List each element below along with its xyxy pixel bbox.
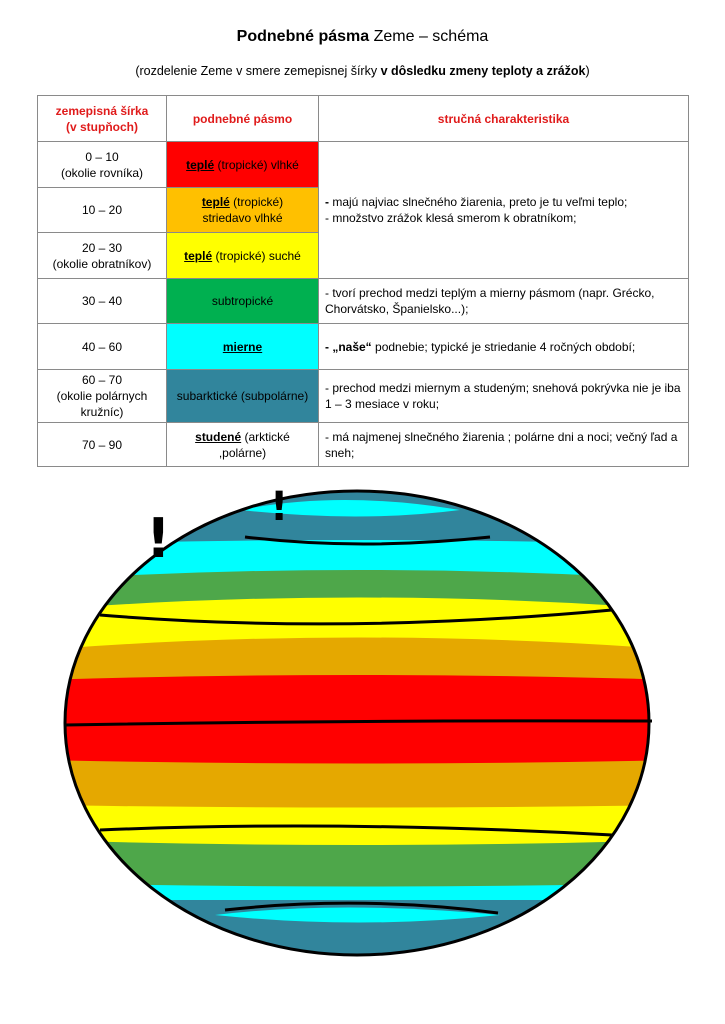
header-description: stručná charakteristika [319,96,689,142]
description-subtropical: - tvorí prechod medzi teplým a mierny pásmom (napr. Grécko, Chorvátsko, Španielsko...); [319,279,689,324]
zone-polar [167,423,319,467]
lat-line: (okolie polárnych [56,389,148,403]
lat-line: (okolie rovníka) [60,165,144,180]
zone-underlined: teplé [186,157,215,172]
zone-text: ,polárne) [218,445,267,460]
table-row [38,279,689,324]
desc-text: podnebie; typické je striedanie 4 ročných období; [371,339,636,354]
description-tropical [319,142,689,279]
desc-bold: - „naše“ [325,339,372,354]
header-latitude-line1: zemepisná šírka [55,103,149,118]
row-latitude [38,233,167,279]
climate-zones-table [37,95,689,467]
zone-tropical-seasonal [167,188,319,233]
zone-tropical-humid [167,142,319,188]
row-latitude: 40 – 60 [38,324,167,370]
header-latitude-line2: (v stupňoch) [66,119,138,134]
band-subtropical-south [40,840,680,893]
table-header-row [38,96,689,142]
climate-bands [40,485,680,985]
zone-subarctic: subarktické (subpolárne) [167,370,319,423]
description-polar: - má najmenej slnečného žiarenia ; polárne dni a noci; večný ľad a sneh; [319,423,689,467]
row-latitude [38,142,167,188]
row-latitude: 30 – 40 [38,279,167,324]
zone-text: striedavo vlhké [202,211,283,225]
band-seasonal-tropical-south [40,760,680,813]
lat-line: 60 – 70 [81,373,123,387]
lat-line: 20 – 30 [81,240,123,255]
desc-line: majú najviac slnečného žiarenia, preto je tu veľmi teplo; [329,195,628,209]
desc-line: - množstvo zrážok klesá smerom k obratníkom; [325,211,577,225]
globe-diagram [40,485,680,985]
header-zone: podnebné pásmo [167,96,319,142]
zone-text: (arktické [241,429,290,444]
zone-underlined: teplé [184,248,213,263]
zone-text: (tropické) [229,195,284,209]
row-latitude [38,370,167,423]
zone-subtropical: subtropické [167,279,319,324]
description-temperate [319,324,689,370]
title-bold: Podnebné pásma [236,28,370,45]
zone-underlined: studené [195,429,242,444]
zone-tropical-dry [167,233,319,279]
lat-line: 0 – 10 [85,149,119,164]
row-latitude: 10 – 20 [38,188,167,233]
zone-underlined: mierne [222,339,263,354]
zone-text: (tropické) suché [212,248,301,263]
subtitle-post: ) [585,64,590,78]
lat-line: (okolie obratníkov) [52,256,152,271]
page-subtitle [0,64,725,78]
title-rest: Zeme – schéma [369,28,489,45]
table-row [38,324,689,370]
zone-text: (tropické) vlhké [214,157,299,172]
zone-underlined: teplé [201,195,230,209]
exclamation-mark-icon: ! [146,507,171,570]
exclamation-mark-icon: ! [270,485,289,530]
subtitle-bold: v dôsledku zmeny teploty a zrážok [380,64,586,78]
page-title [0,28,725,46]
header-latitude [38,96,167,142]
table-row [38,142,689,188]
zone-temperate [167,324,319,370]
table-row [38,370,689,423]
row-latitude: 70 – 90 [38,423,167,467]
lat-line: kružníc) [80,405,124,419]
table-row [38,423,689,467]
desc-dash: - [325,195,329,209]
subtitle-pre: (rozdelenie Zeme v smere zemepisnej šírky [135,64,381,78]
description-subarctic: - prechod medzi miernym a studeným; snehová pokrývka nie je iba 1 – 3 mesiace v roku; [319,370,689,423]
